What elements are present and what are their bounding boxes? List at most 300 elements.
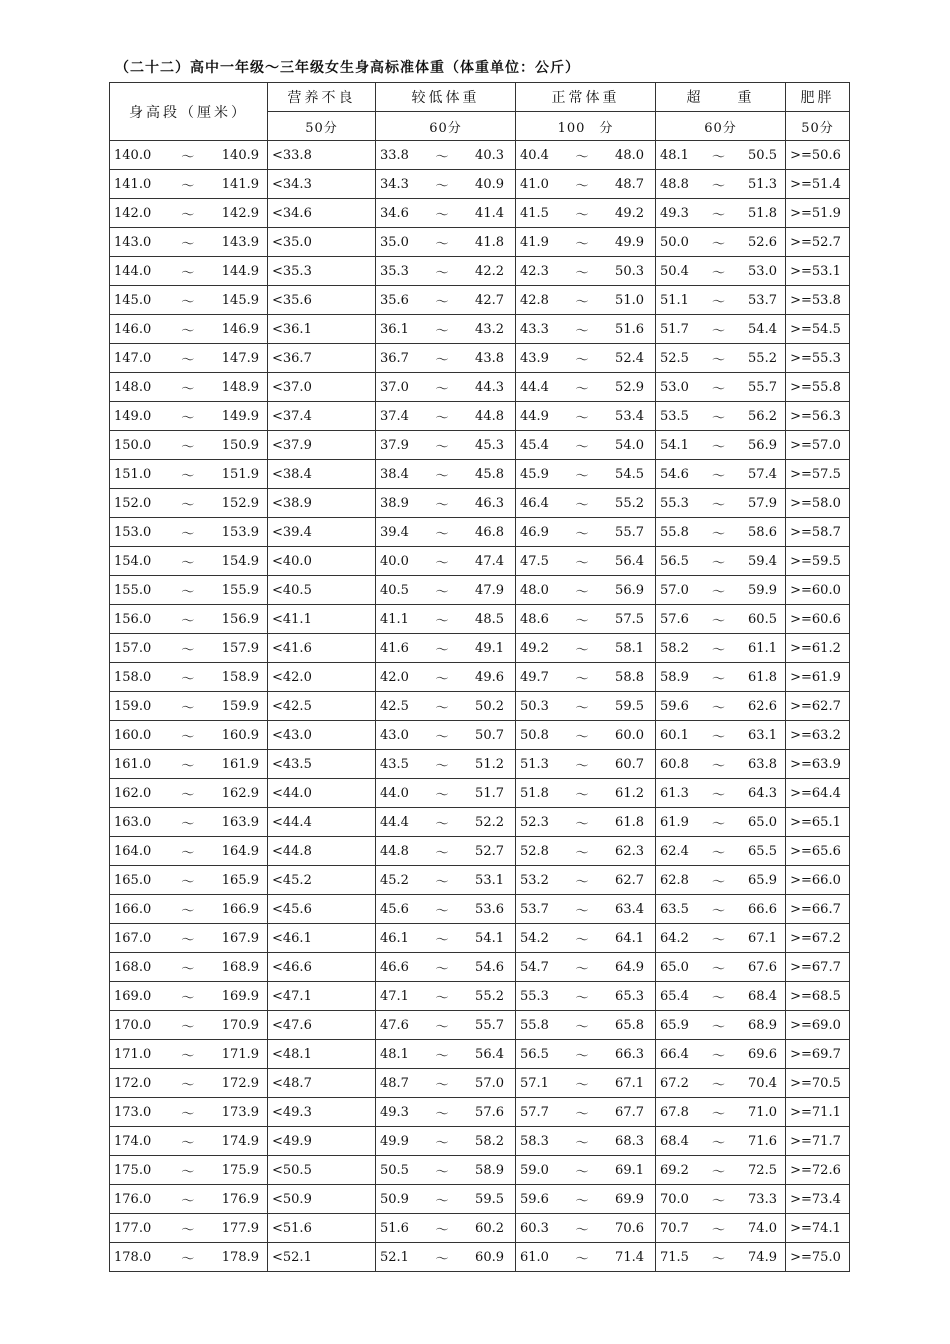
cell-content <box>376 663 515 691</box>
table-row <box>110 1127 850 1156</box>
range-separator: ～ <box>575 642 589 658</box>
range-separator: ～ <box>711 352 725 368</box>
table-cell <box>376 634 516 663</box>
table-cell <box>516 228 656 257</box>
table-cell <box>110 286 268 315</box>
table-cell <box>656 692 786 721</box>
table-cell <box>516 982 656 1011</box>
table-cell <box>656 489 786 518</box>
table-cell <box>656 170 786 199</box>
height-to: 175.9 <box>221 1162 259 1178</box>
cell-content <box>516 895 655 923</box>
low-weight-from: 52.1 <box>380 1249 409 1265</box>
cell-content <box>268 547 375 575</box>
table-cell <box>786 895 850 924</box>
range-separator: ～ <box>181 700 195 716</box>
low-weight-to: 50.2 <box>475 698 504 714</box>
table-cell <box>110 315 268 344</box>
cell-content <box>376 460 515 488</box>
table-row <box>110 228 850 257</box>
table-cell <box>268 344 376 373</box>
overweight-to: 55.7 <box>748 379 777 395</box>
cell-content <box>110 808 267 836</box>
range-separator: ～ <box>435 1251 449 1267</box>
cell-content <box>376 634 515 662</box>
cell-content <box>516 663 655 691</box>
cell-content <box>786 692 849 720</box>
height-to: 140.9 <box>221 147 259 163</box>
range-separator: ～ <box>575 1106 589 1122</box>
low-weight-from: 49.3 <box>380 1104 409 1120</box>
table-cell <box>786 1185 850 1214</box>
normal-weight-from: 45.4 <box>520 437 549 453</box>
overweight-from: 60.8 <box>660 756 689 772</box>
overweight-to: 59.4 <box>748 553 777 569</box>
cell-content <box>110 663 267 691</box>
overweight-to: 73.3 <box>748 1191 777 1207</box>
table-row <box>110 779 850 808</box>
range-separator: ～ <box>435 1164 449 1180</box>
table-cell <box>656 315 786 344</box>
table-cell <box>376 402 516 431</box>
obese-value: >=54.5 <box>790 321 841 337</box>
cell-content <box>376 431 515 459</box>
table-cell <box>110 373 268 402</box>
range-separator: ～ <box>575 294 589 310</box>
cell-content <box>656 489 785 517</box>
normal-weight-to: 49.2 <box>615 205 644 221</box>
table-cell <box>110 402 268 431</box>
cell-content <box>376 605 515 633</box>
range-separator: ～ <box>575 613 589 629</box>
range-separator: ～ <box>711 1193 725 1209</box>
low-weight-to: 49.6 <box>475 669 504 685</box>
table-cell <box>268 257 376 286</box>
range-separator: ～ <box>435 758 449 774</box>
cell-content <box>786 402 849 430</box>
cell-content <box>656 547 785 575</box>
table-cell <box>516 431 656 460</box>
range-separator: ～ <box>435 497 449 513</box>
overweight-to: 56.9 <box>748 437 777 453</box>
table-cell <box>376 286 516 315</box>
overweight-from: 51.1 <box>660 292 689 308</box>
undernourished-value: <35.6 <box>272 292 312 308</box>
normal-weight-from: 44.4 <box>520 379 549 395</box>
table-cell <box>110 982 268 1011</box>
cell-content <box>786 1214 849 1242</box>
cell-content <box>656 460 785 488</box>
table-cell <box>376 1069 516 1098</box>
overweight-to: 53.7 <box>748 292 777 308</box>
low-weight-to: 58.9 <box>475 1162 504 1178</box>
cell-content <box>786 228 849 256</box>
range-separator: ～ <box>181 178 195 194</box>
range-separator: ～ <box>575 990 589 1006</box>
table-row <box>110 141 850 170</box>
overweight-from: 60.1 <box>660 727 689 743</box>
obese-value: >=74.1 <box>790 1220 841 1236</box>
range-separator: ～ <box>181 207 195 223</box>
height-to: 170.9 <box>221 1017 259 1033</box>
undernourished-value: <46.6 <box>272 959 312 975</box>
undernourished-value: <37.4 <box>272 408 312 424</box>
overweight-from: 70.0 <box>660 1191 689 1207</box>
height-to: 146.9 <box>221 321 259 337</box>
cell-content <box>376 953 515 981</box>
cell-content <box>376 315 515 343</box>
overweight-from: 54.1 <box>660 437 689 453</box>
table-cell <box>376 779 516 808</box>
range-separator: ～ <box>181 526 195 542</box>
undernourished-value: <51.6 <box>272 1220 312 1236</box>
cell-content <box>376 547 515 575</box>
low-weight-to: 55.7 <box>475 1017 504 1033</box>
overweight-from: 66.4 <box>660 1046 689 1062</box>
table-cell <box>268 663 376 692</box>
table-row <box>110 924 850 953</box>
cell-content <box>656 402 785 430</box>
height-from: 157.0 <box>114 640 152 656</box>
table-row <box>110 692 850 721</box>
cell-content <box>376 576 515 604</box>
cell-content <box>376 1098 515 1126</box>
table-cell <box>268 1040 376 1069</box>
table-cell <box>376 721 516 750</box>
normal-weight-from: 53.7 <box>520 901 549 917</box>
cell-content <box>656 866 785 894</box>
low-weight-to: 47.9 <box>475 582 504 598</box>
normal-weight-from: 46.9 <box>520 524 549 540</box>
cell-content <box>376 1243 515 1271</box>
range-separator: ～ <box>181 236 195 252</box>
table-row <box>110 1185 850 1214</box>
range-separator: ～ <box>575 816 589 832</box>
obese-value: >=57.0 <box>790 437 841 453</box>
cell-content <box>786 982 849 1010</box>
table-cell <box>268 1156 376 1185</box>
low-weight-to: 44.8 <box>475 408 504 424</box>
range-separator: ～ <box>575 178 589 194</box>
range-separator: ～ <box>711 1135 725 1151</box>
low-weight-to: 40.9 <box>475 176 504 192</box>
cell-content <box>516 1127 655 1155</box>
cell-content <box>656 373 785 401</box>
range-separator: ～ <box>435 845 449 861</box>
height-to: 154.9 <box>221 553 259 569</box>
table-cell <box>110 1127 268 1156</box>
obese-value: >=60.6 <box>790 611 841 627</box>
table-cell <box>786 750 850 779</box>
table-cell <box>516 808 656 837</box>
range-separator: ～ <box>181 816 195 832</box>
range-separator: ～ <box>711 990 725 1006</box>
cell-content <box>110 1011 267 1039</box>
undernourished-value: <41.1 <box>272 611 312 627</box>
cell-content <box>376 866 515 894</box>
table-cell <box>110 1011 268 1040</box>
cell-content <box>656 1185 785 1213</box>
cell-content <box>376 199 515 227</box>
overweight-to: 64.3 <box>748 785 777 801</box>
table-cell <box>786 344 850 373</box>
cell-content <box>376 721 515 749</box>
normal-weight-from: 51.3 <box>520 756 549 772</box>
table-cell <box>268 373 376 402</box>
table-cell <box>786 170 850 199</box>
cell-content <box>656 924 785 952</box>
height-from: 147.0 <box>114 350 152 366</box>
table-cell <box>268 518 376 547</box>
normal-weight-to: 55.2 <box>615 495 644 511</box>
table-cell <box>110 1243 268 1272</box>
range-separator: ～ <box>575 1019 589 1035</box>
overweight-from: 48.8 <box>660 176 689 192</box>
normal-weight-from: 59.0 <box>520 1162 549 1178</box>
overweight-from: 50.4 <box>660 263 689 279</box>
table-cell <box>376 663 516 692</box>
obese-value: >=72.6 <box>790 1162 841 1178</box>
table-cell <box>516 837 656 866</box>
undernourished-value: <35.0 <box>272 234 312 250</box>
table-cell <box>110 837 268 866</box>
table-row <box>110 605 850 634</box>
range-separator: ～ <box>181 1077 195 1093</box>
table-cell <box>656 953 786 982</box>
obese-value: >=58.7 <box>790 524 841 540</box>
overweight-to: 53.0 <box>748 263 777 279</box>
range-separator: ～ <box>181 1106 195 1122</box>
undernourished-value: <38.4 <box>272 466 312 482</box>
category-normal-weight: 正常体重 <box>516 83 656 112</box>
table-row <box>110 750 850 779</box>
obese-value: >=51.4 <box>790 176 841 192</box>
low-weight-from: 35.6 <box>380 292 409 308</box>
cell-content <box>268 1243 375 1271</box>
height-to: 162.9 <box>221 785 259 801</box>
cell-content <box>110 518 267 546</box>
cell-content <box>268 431 375 459</box>
range-separator: ～ <box>181 990 195 1006</box>
obese-value: >=58.0 <box>790 495 841 511</box>
height-to: 176.9 <box>221 1191 259 1207</box>
table-cell <box>376 895 516 924</box>
cell-content <box>268 1127 375 1155</box>
overweight-to: 74.0 <box>748 1220 777 1236</box>
table-row <box>110 895 850 924</box>
table-cell <box>786 489 850 518</box>
range-separator: ～ <box>711 1048 725 1064</box>
normal-weight-from: 57.1 <box>520 1075 549 1091</box>
overweight-from: 52.5 <box>660 350 689 366</box>
height-from: 162.0 <box>114 785 152 801</box>
cell-content <box>786 373 849 401</box>
cell-content <box>268 344 375 372</box>
range-separator: ～ <box>575 700 589 716</box>
range-separator: ～ <box>575 903 589 919</box>
range-separator: ～ <box>711 874 725 890</box>
obese-value: >=73.4 <box>790 1191 841 1207</box>
table-cell <box>268 576 376 605</box>
overweight-from: 65.4 <box>660 988 689 1004</box>
cell-content <box>376 895 515 923</box>
undernourished-value: <44.0 <box>272 785 312 801</box>
table-row <box>110 721 850 750</box>
table-cell <box>516 605 656 634</box>
overweight-to: 70.4 <box>748 1075 777 1091</box>
cell-content <box>110 1156 267 1184</box>
cell-content <box>656 1098 785 1126</box>
range-separator: ～ <box>435 874 449 890</box>
table-cell <box>516 721 656 750</box>
undernourished-value: <45.2 <box>272 872 312 888</box>
range-separator: ～ <box>711 1164 725 1180</box>
table-cell <box>376 344 516 373</box>
cell-content <box>516 808 655 836</box>
undernourished-value: <42.5 <box>272 698 312 714</box>
table-cell <box>656 257 786 286</box>
table-cell <box>516 634 656 663</box>
overweight-from: 55.8 <box>660 524 689 540</box>
undernourished-value: <36.1 <box>272 321 312 337</box>
range-separator: ～ <box>711 845 725 861</box>
range-separator: ～ <box>181 671 195 687</box>
height-from: 156.0 <box>114 611 152 627</box>
cell-content <box>786 1185 849 1213</box>
overweight-from: 58.9 <box>660 669 689 685</box>
table-cell <box>786 605 850 634</box>
table-cell <box>516 141 656 170</box>
low-weight-to: 54.1 <box>475 930 504 946</box>
cell-content <box>516 489 655 517</box>
height-to: 147.9 <box>221 350 259 366</box>
undernourished-value: <40.0 <box>272 553 312 569</box>
table-cell <box>268 750 376 779</box>
cell-content <box>516 460 655 488</box>
cell-content <box>786 576 849 604</box>
cell-content <box>110 373 267 401</box>
obese-value: >=69.0 <box>790 1017 841 1033</box>
cell-content <box>110 634 267 662</box>
overweight-to: 63.8 <box>748 756 777 772</box>
cell-content <box>268 1069 375 1097</box>
table-cell <box>110 228 268 257</box>
undernourished-value: <38.9 <box>272 495 312 511</box>
table-cell <box>268 1214 376 1243</box>
table-cell <box>376 1011 516 1040</box>
range-separator: ～ <box>575 555 589 571</box>
cell-content <box>786 489 849 517</box>
cell-content <box>656 1127 785 1155</box>
undernourished-value: <50.5 <box>272 1162 312 1178</box>
overweight-to: 63.1 <box>748 727 777 743</box>
table-cell <box>786 315 850 344</box>
range-separator: ～ <box>181 555 195 571</box>
table-cell <box>268 866 376 895</box>
cell-content <box>516 170 655 198</box>
low-weight-to: 57.0 <box>475 1075 504 1091</box>
range-separator: ～ <box>435 1106 449 1122</box>
normal-weight-to: 54.0 <box>615 437 644 453</box>
table-cell <box>376 750 516 779</box>
cell-content <box>376 1040 515 1068</box>
table-cell <box>656 1243 786 1272</box>
normal-weight-to: 51.6 <box>615 321 644 337</box>
range-separator: ～ <box>435 352 449 368</box>
range-separator: ～ <box>711 961 725 977</box>
normal-weight-to: 63.4 <box>615 901 644 917</box>
overweight-from: 67.8 <box>660 1104 689 1120</box>
cell-content <box>516 837 655 865</box>
height-from: 152.0 <box>114 495 152 511</box>
undernourished-value: <34.3 <box>272 176 312 192</box>
range-separator: ～ <box>711 1251 725 1267</box>
overweight-to: 67.1 <box>748 930 777 946</box>
height-from: 140.0 <box>114 147 152 163</box>
low-weight-from: 44.4 <box>380 814 409 830</box>
normal-weight-to: 65.3 <box>615 988 644 1004</box>
range-separator: ～ <box>575 1193 589 1209</box>
height-from: 170.0 <box>114 1017 152 1033</box>
range-separator: ～ <box>575 149 589 165</box>
overweight-from: 53.0 <box>660 379 689 395</box>
low-weight-to: 59.5 <box>475 1191 504 1207</box>
low-weight-from: 37.9 <box>380 437 409 453</box>
range-separator: ～ <box>575 758 589 774</box>
cell-content <box>110 1127 267 1155</box>
height-from: 143.0 <box>114 234 152 250</box>
undernourished-value: <37.9 <box>272 437 312 453</box>
low-weight-to: 41.8 <box>475 234 504 250</box>
cell-content <box>786 721 849 749</box>
cell-content <box>110 779 267 807</box>
range-separator: ～ <box>575 468 589 484</box>
table-cell <box>516 170 656 199</box>
undernourished-value: <43.5 <box>272 756 312 772</box>
normal-weight-to: 65.8 <box>615 1017 644 1033</box>
low-weight-to: 42.7 <box>475 292 504 308</box>
table-row <box>110 431 850 460</box>
undernourished-value: <48.1 <box>272 1046 312 1062</box>
cell-content <box>268 1098 375 1126</box>
cell-content <box>786 199 849 227</box>
undernourished-value: <49.9 <box>272 1133 312 1149</box>
table-cell <box>376 199 516 228</box>
table-cell <box>516 489 656 518</box>
table-cell <box>786 808 850 837</box>
range-separator: ～ <box>435 903 449 919</box>
table-cell <box>110 1069 268 1098</box>
cell-content <box>110 141 267 169</box>
table-row <box>110 547 850 576</box>
range-separator: ～ <box>711 323 725 339</box>
table-cell <box>786 837 850 866</box>
range-separator: ～ <box>181 903 195 919</box>
cell-content <box>656 663 785 691</box>
height-from: 165.0 <box>114 872 152 888</box>
range-separator: ～ <box>711 816 725 832</box>
normal-weight-to: 60.0 <box>615 727 644 743</box>
table-cell <box>110 924 268 953</box>
table-cell <box>786 663 850 692</box>
table-cell <box>376 1040 516 1069</box>
range-separator: ～ <box>435 468 449 484</box>
obese-value: >=55.3 <box>790 350 841 366</box>
low-weight-to: 48.5 <box>475 611 504 627</box>
table-cell <box>786 431 850 460</box>
cell-content <box>786 1069 849 1097</box>
overweight-to: 59.9 <box>748 582 777 598</box>
